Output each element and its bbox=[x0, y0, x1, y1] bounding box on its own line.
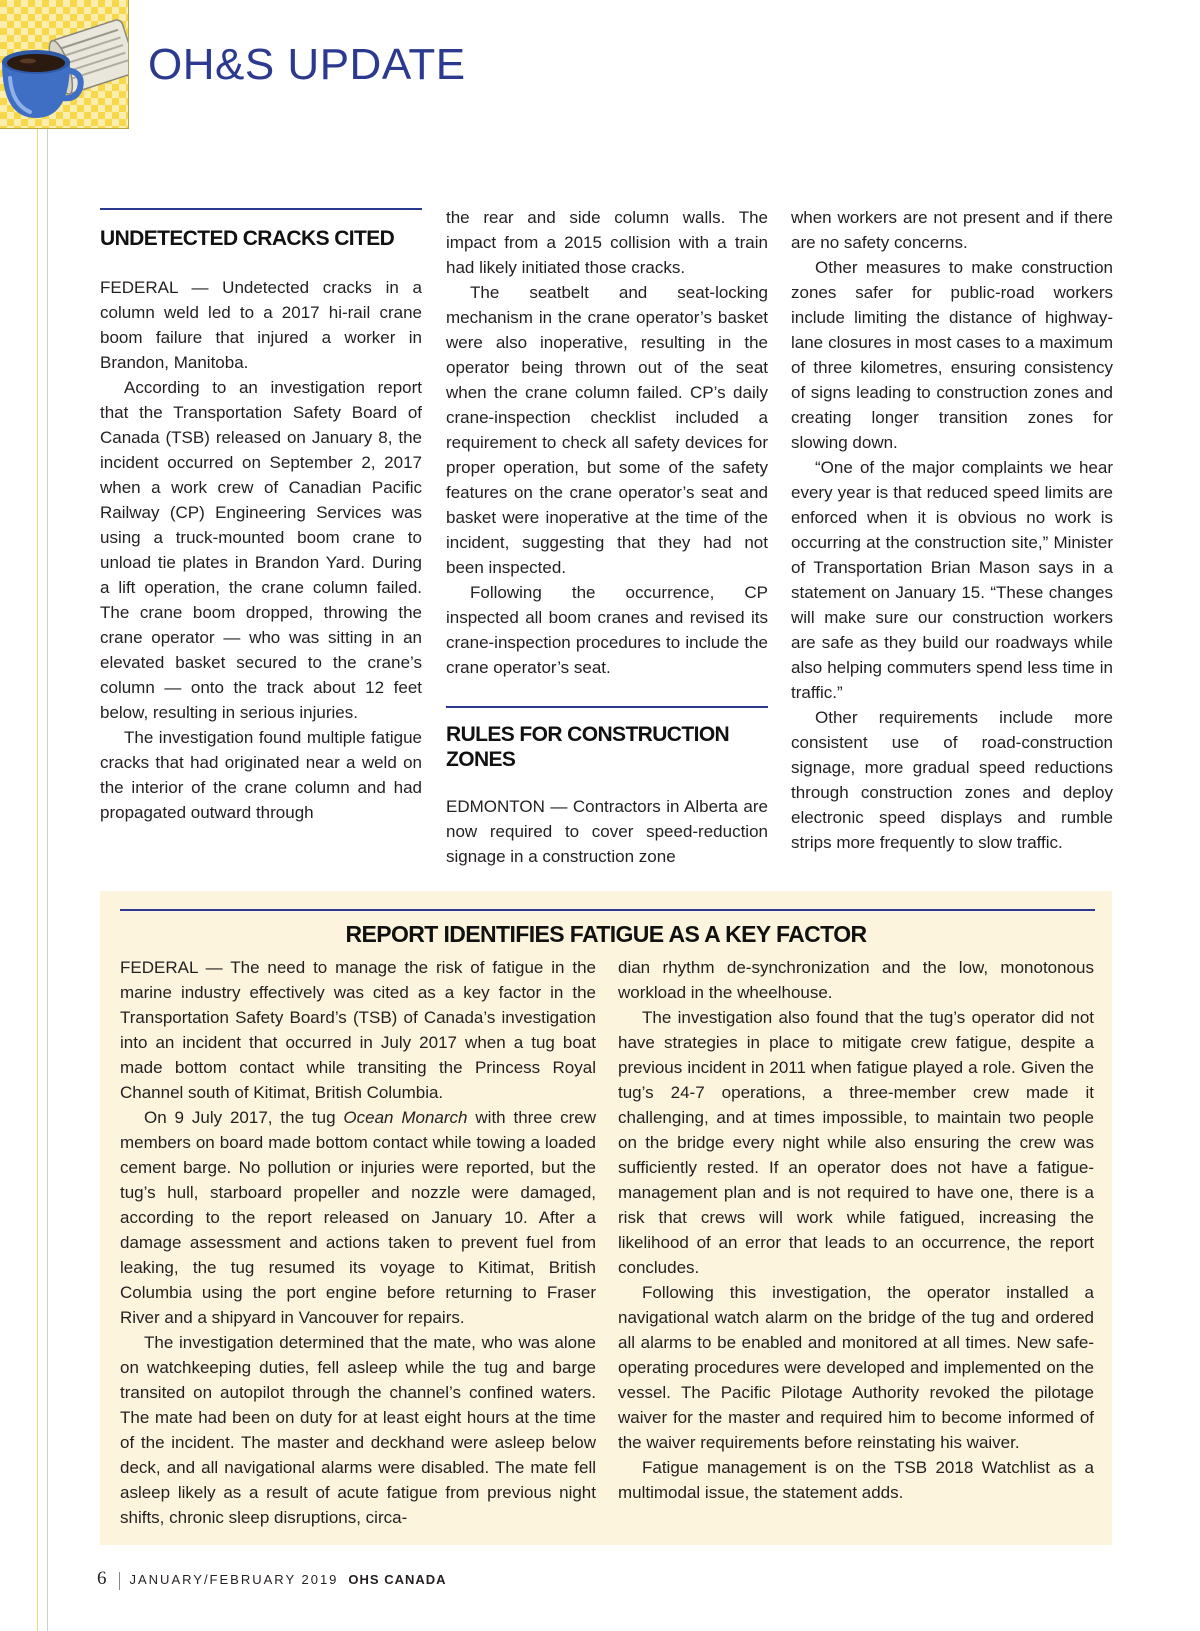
sidebar-paragraph: The investigation determined that the mate, who was alone on watchkeeping duties, fell asleep while the tug and barge transited on autopilot through the channel’s confined waters. The mate had been on duty for at least eight hours at the time of the incident. The master and deckhand were asleep below deck, and all navigational alarms were disabled. The mate fell asleep likely as a result of acute fatigue from previous night shifts, chronic sleep disruptions, circa- bbox=[120, 1333, 596, 1527]
article-paragraph: “One of the major complaints we hear every year is that reduced speed limits are enforced when it is obvious no work is occurring at the construction site,” Minister of Transportation Brian Mason says in a statement on January 15. “These changes will make sure our construction workers are safe as they build our roadways while also helping commuters spend less time in traffic.” bbox=[791, 458, 1113, 702]
issue-date: JANUARY/FEBRUARY 2019 bbox=[129, 1572, 339, 1587]
sidebar-paragraph: The investigation also found that the tug’s operator did not have strategies in place to mitigate crew fatigue, despite a previous incident in 2011 when fatigue played a role. Given the tug’s 24-7 operations, a three-member crew made it challenging, and at times impossible, to maintain two people on the bridge every night while also ensuring the crew was sufficiently rested. If an operator does not have a fatigue-management plan and is not required to have one, there is a risk that crews will work while fatigued, increasing the likelihood of an error that leads to an occurrence, the report concludes. bbox=[618, 1008, 1094, 1277]
article2-heading-block bbox=[446, 706, 768, 772]
headline-rule bbox=[100, 208, 422, 210]
article-headline: UNDETECTED CRACKS CITED bbox=[100, 227, 395, 250]
decorative-rule-gray bbox=[47, 0, 48, 1631]
sidebar-text: On 9 July 2017, the tug bbox=[144, 1108, 344, 1127]
sidebar-paragraph: Fatigue management is on the TSB 2018 Watchlist as a multimodal issue, the statement adds. bbox=[618, 1458, 1094, 1502]
vessel-name: Ocean Monarch bbox=[343, 1108, 468, 1127]
logo-coffee-newspaper bbox=[0, 0, 129, 129]
article-column-3 bbox=[791, 205, 1113, 855]
sidebar-paragraph bbox=[120, 1105, 596, 1330]
sidebar-paragraph: FEDERAL — The need to manage the risk of fatigue in the marine industry effectively was cited as a key factor in the Transportation Safety Board’s (TSB) of Canada’s investigation into an incident that occurred in July 2017 when a tug boat made bottom contact while transiting the Princess Royal Channel south of Kitimat, British Columbia. bbox=[120, 958, 596, 1102]
article-paragraph: Other measures to make construction zones safer for public-road workers include limiting the distance of highway-lane closures in most cases to a maximum of three kilometres, ensuring consistency of signs leading to construction zones and creating longer transition zones for slowing down. bbox=[791, 258, 1113, 452]
sidebar-headline: REPORT IDENTIFIES FATIGUE AS A KEY FACTOR bbox=[345, 921, 867, 947]
coffee-cup-newspaper-icon bbox=[0, 0, 128, 128]
sidebar-paragraph: Following this investigation, the operator installed a navigational watch alarm on the bridge of the tug and ordered all alarms to be enabled and monitored at all times. New safe-operating procedures were developed and implemented on the vessel. The Pacific Pilotage Authority revoked the pilotage waiver for the master and required him to become informed of the waiver requirements before reinstating his waiver. bbox=[618, 1283, 1094, 1452]
article-paragraph: when workers are not present and if there are no safety concerns. bbox=[791, 208, 1113, 252]
article-paragraph: Following the occurrence, CP inspected all boom cranes and revised its crane-inspection procedures to include the crane operator’s seat. bbox=[446, 583, 768, 677]
headline-rule bbox=[446, 706, 768, 708]
article-paragraph: EDMONTON — Contractors in Alberta are now required to cover speed-reduction signage in a construction zone bbox=[446, 797, 768, 866]
article-paragraph: According to an investigation report that the Transportation Safety Board of Canada (TSB) released on January 8, the incident occurred on September 2, 2017 when a work crew of Canadian Pacific Railway (CP) Engineering Services was using a truck-mounted boom crane to unload tie plates in Brandon Yard. During a lift operation, the crane column failed. The crane boom dropped, throwing the crane operator — who was sitting in an elevated basket secured to the crane’s column — onto the track about 12 feet below, resulting in serious injuries. bbox=[100, 378, 422, 722]
page-number: 6 bbox=[97, 1568, 107, 1589]
sidebar-paragraph: dian rhythm de-synchronization and the low, monotonous workload in the wheelhouse. bbox=[618, 958, 1094, 1002]
sidebar-text: with three crew members on board made bottom contact while towing a loaded cement barge. No pollution or injuries were reported, but the tug’s hull, starboard propeller and nozzle were damaged, according to the report released on January 10. After a damage assessment and actions taken to prevent fuel from leaking, the tug resumed its voyage to Kitimat, British Columbia using the port engine before returning to Fraser River and a shipyard in Vancouver for repairs. bbox=[120, 1108, 597, 1327]
footer-divider bbox=[119, 1572, 120, 1590]
headline-rule bbox=[120, 909, 1095, 911]
sidebar-box bbox=[100, 891, 1112, 1545]
article-column-2 bbox=[446, 205, 768, 869]
sidebar-column-left bbox=[120, 955, 596, 1530]
page-footer bbox=[97, 1568, 447, 1590]
decorative-rule-yellow bbox=[37, 0, 38, 1631]
article-column-1 bbox=[100, 208, 422, 825]
magazine-name: OHS CANADA bbox=[348, 1572, 447, 1587]
section-title: OH&S UPDATE bbox=[148, 40, 466, 89]
article-paragraph: FEDERAL — Undetected cracks in a column weld led to a 2017 hi-rail crane boom failure that injured a worker in Brandon, Manitoba. bbox=[100, 278, 422, 372]
article-paragraph: The investigation found multiple fatigue cracks that had originated near a weld on the interior of the crane column and had propagated outward through bbox=[100, 728, 422, 822]
article-headline: RULES FOR CONSTRUCTION ZONES bbox=[446, 723, 730, 771]
article-paragraph: The seatbelt and seat-locking mechanism in the crane operator’s basket were also inoperative, resulting in the operator being thrown out of the seat when the crane column failed. CP’s daily crane-inspection checklist included a requirement to check all safety devices for proper operation, but some of the safety features on the crane operator’s seat and basket were inoperative at the time of the incident, suggesting that they had not been inspected. bbox=[446, 283, 768, 577]
article-paragraph: Other requirements include more consistent use of road-construction signage, more gradual speed reductions through construction zones and deploy electronic speed displays and rumble strips more frequently to slow traffic. bbox=[791, 708, 1113, 852]
article-paragraph: the rear and side column walls. The impact from a 2015 collision with a train had likely initiated those cracks. bbox=[446, 208, 768, 277]
sidebar-column-right bbox=[618, 955, 1094, 1505]
